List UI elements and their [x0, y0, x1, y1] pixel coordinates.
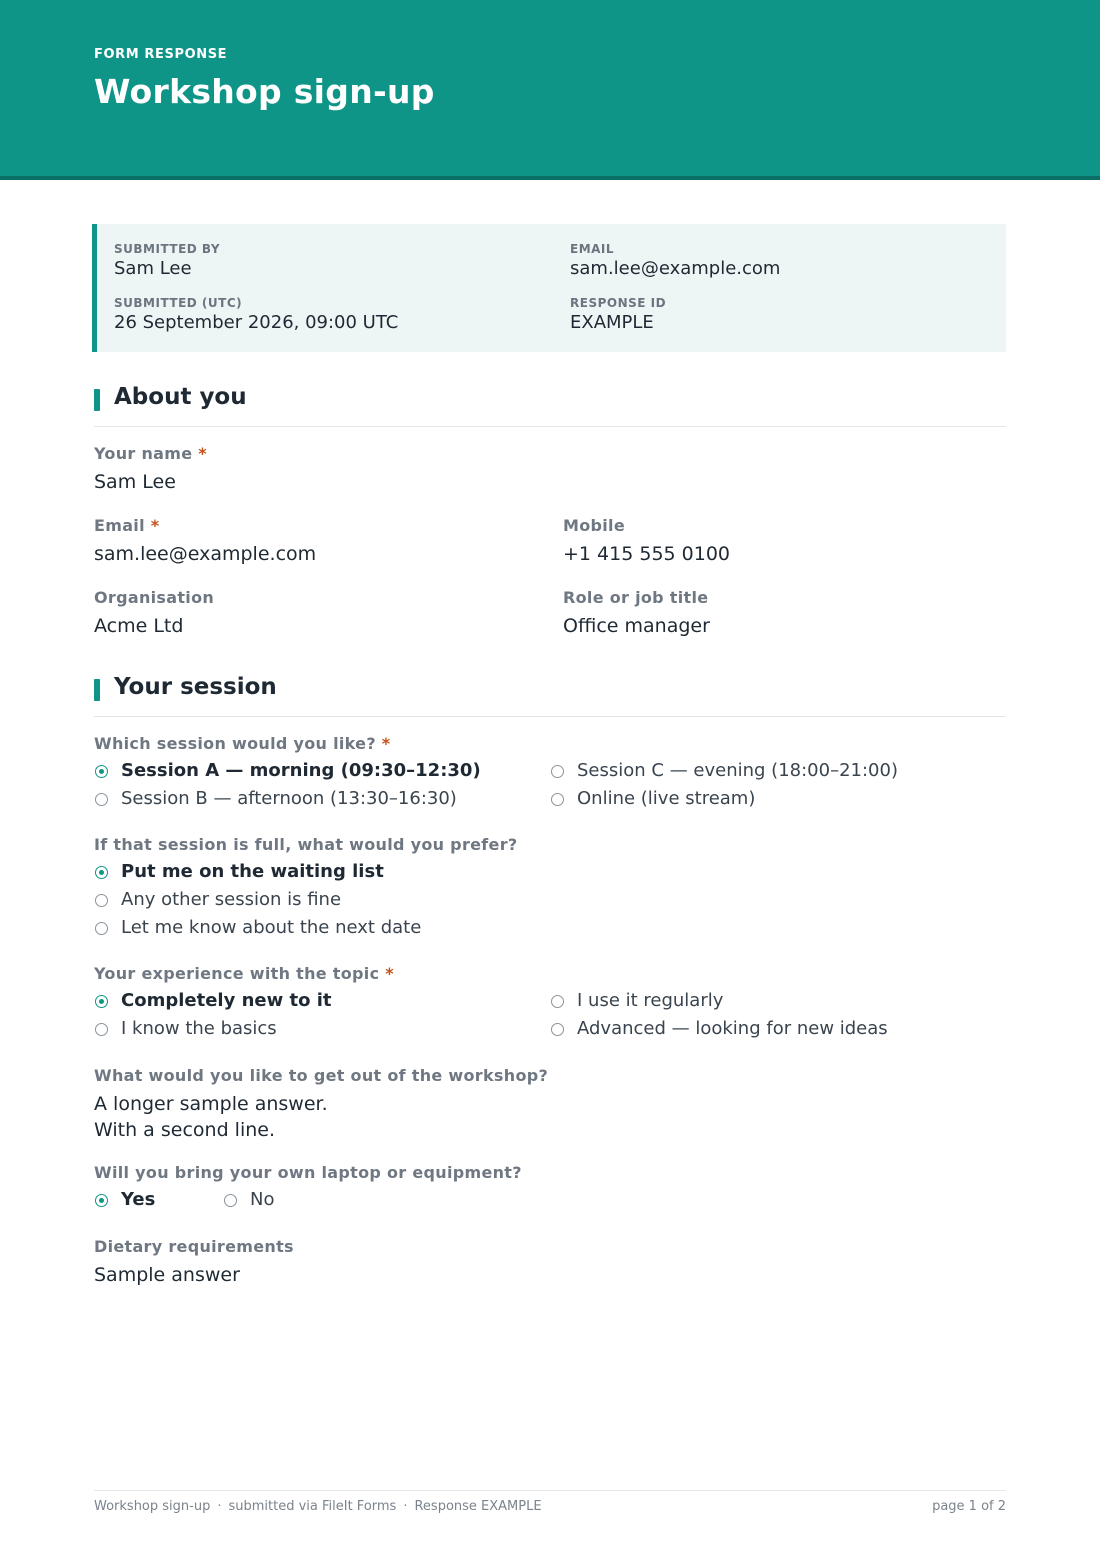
field-value-line2: With a second line.: [94, 1119, 275, 1141]
radio-icon: [551, 793, 564, 806]
radio-option-label: Let me know about the next date: [121, 917, 422, 938]
radio-icon: [224, 1194, 237, 1207]
radio-icon: [551, 1023, 564, 1036]
field-label: Organisation: [94, 588, 215, 607]
meta-email-value: sam.lee@example.com: [570, 258, 781, 279]
radio-option-label: I use it regularly: [577, 990, 724, 1011]
section-accent-bar: [94, 389, 100, 411]
meta-submitted-by-value: Sam Lee: [114, 258, 192, 279]
radio-icon: [95, 1023, 108, 1036]
meta-submitted-by-label: SUBMITTED BY: [114, 242, 221, 256]
meta-email-label: EMAIL: [570, 242, 615, 256]
radio-option-label: Session B — afternoon (13:30–16:30): [121, 788, 457, 809]
meta-submitted-utc-label: SUBMITTED (UTC): [114, 296, 243, 310]
meta-response-id-value: EXAMPLE: [570, 312, 654, 333]
radio-option-label: Any other session is fine: [121, 889, 342, 910]
radio-icon: [95, 765, 108, 778]
question-session-choice-label: Which session would you like? *: [94, 734, 391, 753]
field-label: Email *: [94, 516, 160, 535]
radio-option-label: Session A — morning (09:30–12:30): [121, 760, 481, 781]
field-mobile: [563, 516, 730, 567]
radio-option-label: Completely new to it: [121, 990, 332, 1011]
radio-icon: [95, 894, 108, 907]
required-marker: *: [381, 734, 391, 753]
radio-icon: [95, 995, 108, 1008]
field-label: Mobile: [563, 516, 625, 535]
required-marker: *: [385, 964, 394, 983]
radio-icon: [95, 922, 108, 935]
meta-submitted-utc: [114, 296, 398, 333]
question-laptop-label: Will you bring your own laptop or equipment?: [94, 1163, 522, 1182]
field-value: Sam Lee: [94, 471, 176, 493]
form-kicker: FORM RESPONSE: [94, 47, 228, 62]
required-marker: *: [150, 516, 160, 535]
radio-option-label: Yes: [121, 1189, 156, 1210]
section-title: About you: [114, 384, 247, 410]
page-number: page 1 of 2: [932, 1499, 1006, 1514]
page-footer: [94, 1490, 1006, 1531]
footer-info: Workshop sign-up · submitted via FileIt Forms · Response EXAMPLE: [94, 1499, 542, 1514]
field-value: +1 415 555 0100: [563, 543, 731, 565]
meta-response-id: [570, 296, 666, 333]
radio-option-label: Session C — evening (18:00–21:00): [577, 760, 898, 781]
question-goals: [94, 1066, 548, 1143]
field-label: Role or job title: [563, 588, 709, 607]
field-label: Dietary requirements: [94, 1237, 294, 1256]
meta-submitted-by: [114, 242, 220, 279]
field-role: [563, 588, 710, 639]
section-accent-bar: [94, 679, 100, 701]
meta-email: [570, 242, 780, 279]
radio-icon: [551, 995, 564, 1008]
field-organisation: [94, 588, 214, 639]
field-email: [94, 516, 316, 567]
question-dietary: [94, 1237, 294, 1288]
meta-submitted-utc-value: 26 September 2026, 09:00 UTC: [114, 312, 399, 333]
radio-option-label: Put me on the waiting list: [121, 861, 384, 882]
section-title: Your session: [114, 674, 277, 700]
required-marker: *: [198, 444, 207, 463]
form-title: Workshop sign-up: [94, 72, 435, 111]
radio-option-label: I know the basics: [121, 1018, 277, 1039]
field-value: Office manager: [563, 615, 710, 637]
field-value: sam.lee@example.com: [94, 543, 317, 565]
form-header: [0, 0, 1100, 180]
field-label: Your name *: [94, 444, 207, 463]
radio-option-label: Online (live stream): [577, 788, 756, 809]
radio-option-label: No: [250, 1189, 275, 1210]
field-label: What would you like to get out of the workshop?: [94, 1066, 549, 1085]
section-about-you: [94, 386, 1006, 427]
radio-icon: [551, 765, 564, 778]
radio-icon: [95, 866, 108, 879]
field-value: Sample answer: [94, 1264, 240, 1286]
field-value-line1: A longer sample answer.: [94, 1093, 328, 1115]
field-your-name: [94, 444, 207, 495]
radio-icon: [95, 1194, 108, 1207]
question-experience-label: Your experience with the topic *: [94, 964, 394, 983]
radio-icon: [95, 793, 108, 806]
section-your-session: [94, 676, 1006, 717]
submission-meta-panel: [92, 224, 1006, 352]
meta-response-id-label: RESPONSE ID: [570, 296, 667, 310]
radio-option-label: Advanced — looking for new ideas: [577, 1018, 888, 1039]
question-if-full-label: If that session is full, what would you prefer?: [94, 835, 518, 854]
field-value: Acme Ltd: [94, 615, 184, 637]
